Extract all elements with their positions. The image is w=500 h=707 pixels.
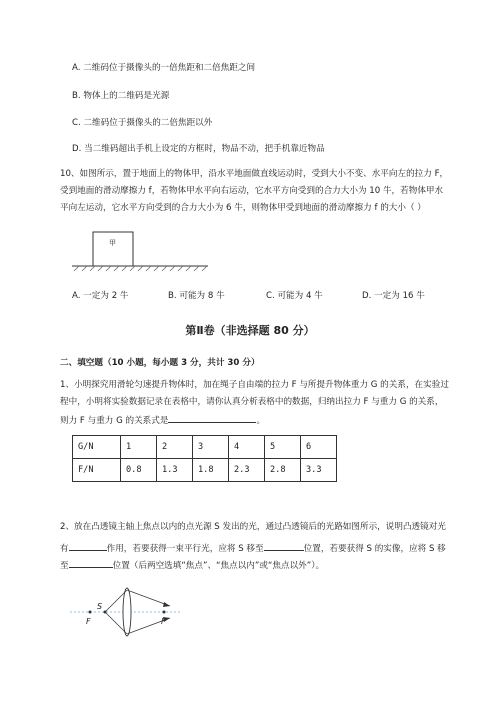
label-s: S — [97, 602, 103, 611]
convex-lens — [123, 588, 131, 636]
q9-option-a: A. 二维码位于摄像头的一倍焦距和二倍焦距之间 — [72, 63, 256, 73]
q10-option-c: C. 可能为 4 牛 — [266, 291, 323, 301]
q2-text-line1: 2、放在凸透镜主轴上焦点以内的点光源 S 发出的光，通过凸透镜后的光路如图所示，说明凸透镜对光 — [60, 522, 446, 532]
q10-option-a: A. 一定为 2 牛 — [72, 291, 129, 301]
table-cell: 0.8 — [121, 459, 157, 482]
table-cell: 2.3 — [229, 459, 265, 482]
table-row-f — [73, 459, 337, 482]
q2-blank-3[interactable] — [69, 558, 113, 568]
table-cell: 1.8 — [193, 459, 229, 482]
table-cell: 4 — [229, 436, 265, 459]
q1-answer-blank[interactable] — [168, 413, 256, 423]
q2-blank-2[interactable] — [264, 541, 304, 551]
focal-point-right — [163, 611, 166, 614]
q9-option-c: C. 二维码位于摄像头的二倍焦距以外 — [72, 118, 213, 128]
table-cell: 3.3 — [301, 459, 337, 482]
q2-blank-1[interactable] — [69, 541, 107, 551]
q1-data-table — [72, 435, 337, 482]
table-cell: 1.3 — [157, 459, 193, 482]
focal-point-left — [89, 611, 92, 614]
q10-text-line3: 平向左运动，它水平方向受到的合力大小为 6 牛，则物体甲受到地面的滑动摩擦力 f 的大小（ ） — [60, 203, 426, 213]
q2-line2-part-a: 有 — [60, 544, 69, 554]
q2-line3-part-a: 至 — [60, 561, 69, 571]
table-cell: 5 — [265, 436, 301, 459]
q1-text-line3 — [60, 413, 265, 427]
block-jia — [93, 232, 133, 266]
q9-option-b: B. 物体上的二维码是光源 — [72, 91, 170, 101]
block-jia-label: 甲 — [109, 239, 116, 247]
table-header-g: G/N — [73, 436, 121, 459]
q2-lens-figure — [70, 580, 185, 655]
q2-text-line3 — [60, 558, 324, 572]
point-source-s — [104, 611, 107, 614]
q1-text-line1: 1、小明探究用滑轮匀速提升物体时，加在绳子自由端的拉力 F 与所提升物体重力 G 的关系，在实验过 — [60, 380, 449, 390]
q2-line3-part-b: 位置（后两空选填“焦点”、“焦点以内”或“焦点以外”）。 — [112, 561, 325, 571]
label-f-left: F — [86, 617, 91, 626]
q10-text-line1: 10、如图所示，置于地面上的物体甲，沿水平地面做直线运动时，受到大小不变、水平向左的拉力 F， — [60, 169, 449, 179]
fill-blank-header: 二、填空题（10 小题，每小题 3 分，共计 30 分） — [60, 358, 260, 368]
table-cell: 3 — [193, 436, 229, 459]
q1-text-line2: 程中，小明将实验数据记录在表格中，请你认真分析表格中的数据，归纳出拉力 F 与重力 G 的关系， — [60, 397, 444, 407]
label-f-right: F — [161, 617, 166, 626]
q10-text-line2: 受到地面的滑动摩擦力 f，若物体甲水平向右运动，它水平方向受到的合力大小为 10 牛，若物体甲水 — [60, 186, 444, 196]
table-header-f: F/N — [73, 459, 121, 482]
section-title: 第Ⅱ卷（非选择题 80 分） — [185, 324, 315, 337]
q2-line2-part-b: 作用，若要获得一束平行光，应将 S 移至 — [106, 544, 264, 554]
ground-hatch — [74, 266, 207, 271]
table-cell: 2 — [157, 436, 193, 459]
table-cell: 1 — [121, 436, 157, 459]
q9-option-d: D. 当二维码超出手机上设定的方框时，物品不动，把手机靠近物品 — [72, 144, 325, 154]
q1-line3-suffix: 。 — [256, 416, 266, 426]
table-cell: 2.8 — [265, 459, 301, 482]
q10-option-d: D. 一定为 16 牛 — [362, 291, 425, 301]
q2-line2-part-c: 位置，若要获得 S 的实像，应将 S 移 — [303, 544, 446, 554]
q10-figure — [70, 228, 210, 273]
table-row-g — [73, 436, 337, 459]
q10-option-b: B. 可能为 8 牛 — [168, 291, 225, 301]
q1-line3-prefix: 则力 F 与重力 G 的关系式是 — [60, 416, 169, 426]
table-cell: 6 — [301, 436, 337, 459]
q2-text-line2 — [60, 541, 446, 555]
